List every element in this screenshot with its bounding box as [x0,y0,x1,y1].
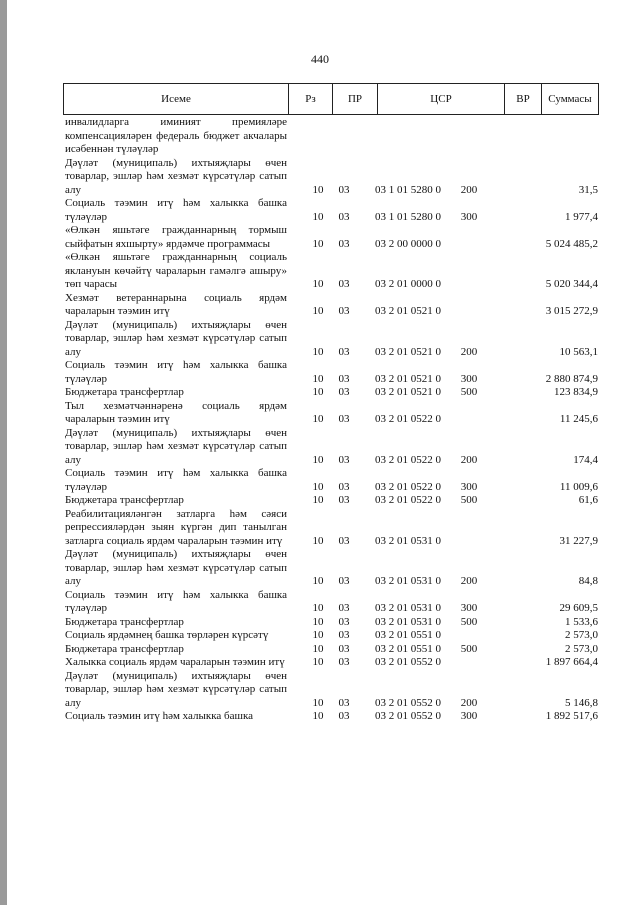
row-sum: 174,4 [573,453,598,466]
row-pr: 03 [338,629,350,641]
row-rz: 10 [312,602,324,614]
row-csr: 03 2 01 0551 0 [375,642,441,655]
row-rz: 10 [312,345,324,358]
table-row [65,359,599,386]
row-csr: 03 2 00 0000 0 [375,237,441,250]
row-pr: 03 [338,210,350,223]
row-csr: 03 2 01 0531 0 [375,534,441,547]
row-name: «Өлкән яшьтәге гражданнарның тормыш сыйфатын яхшырту» ярдәмче программасы [65,224,287,250]
row-name: Социаль тәэмин итү һәм халыкка башка түләүләр [65,359,287,385]
row-vr: 300 [460,210,478,223]
row-name: Тыл хезмәтчәннәренә социаль ярдәм чараларын тәэмин итү [65,399,287,425]
row-pr: 03 [338,480,350,493]
row-rz: 10 [312,656,324,668]
row-vr: 500 [460,494,478,506]
row-rz: 10 [312,237,324,250]
row-csr: 03 2 01 0531 0 [375,575,441,587]
row-sum: 31,5 [578,183,598,196]
row-sum: 1 892 517,6 [545,710,598,722]
row-vr: 300 [460,602,478,614]
row-rz: 10 [312,278,324,290]
row-vr: 500 [460,386,478,398]
row-sum: 61,6 [578,494,598,506]
row-vr: 300 [460,710,478,722]
row-vr: 300 [460,372,478,385]
row-name: Дәүләт (муниципаль) ихтыяҗлары өчен товарлар, эшләр һәм хезмәт күрсәтүләр сатып алу [65,669,287,709]
row-sum: 29 609,5 [559,602,598,614]
table-row [65,508,599,549]
table-body [65,116,599,724]
row-csr: 03 2 01 0521 0 [375,305,441,317]
row-rz: 10 [312,453,324,466]
table-row [65,116,599,157]
row-sum: 2 573,0 [565,642,598,655]
row-csr: 03 2 01 0531 0 [375,602,441,614]
row-pr: 03 [338,453,350,466]
row-pr: 03 [338,656,350,668]
table-row [65,670,599,711]
row-name: Дәүләт (муниципаль) ихтыяҗлары өчен товарлар, эшләр һәм хезмәт күрсәтүләр сатып алу [65,548,287,587]
row-sum: 1 533,6 [565,615,598,628]
row-pr: 03 [338,183,350,196]
row-pr: 03 [338,386,350,398]
table-row [65,251,599,292]
row-sum: 3 015 272,9 [545,305,598,317]
row-sum: 10 563,1 [559,345,598,358]
row-name: Социаль ярдәмнең башка төрләрен күрсәтү [65,629,269,641]
row-vr: 200 [460,696,478,709]
row-csr: 03 2 01 0000 0 [375,278,441,290]
row-name: Реабилитацияләнгән затларга һәм сәяси репрессияләрдән зыян күргән дип танылган затларга социаль ярдәм чараларын тәэмин итү [65,507,287,547]
row-csr: 03 2 01 0522 0 [375,453,441,466]
row-name: Бюджетара трансфертлар [65,615,184,628]
row-sum: 2 573,0 [565,629,598,641]
row-name: Бюджетара трансфертлар [65,386,184,398]
row-rz: 10 [312,629,324,641]
row-pr: 03 [338,696,350,709]
table-row [65,467,599,494]
table-row [65,386,599,400]
row-rz: 10 [312,696,324,709]
row-sum: 5 020 344,4 [545,278,598,290]
row-sum: 5 024 485,2 [545,237,598,250]
row-name: Бюджетара трансфертлар [65,494,184,506]
row-name: «Өлкән яшьтәге гражданнарның социаль яклануын көчәйтү чараларын гамәлгә ашыру» төп чарасы [65,251,287,290]
row-rz: 10 [312,413,324,425]
row-sum: 2 880 874,9 [545,372,598,385]
table-row [65,710,599,724]
table-header [63,83,599,115]
scan-edge [0,0,7,905]
header-rz: Рз [305,93,316,105]
row-csr: 03 2 01 0551 0 [375,629,441,641]
table-row [65,400,599,427]
row-pr: 03 [338,575,350,587]
row-rz: 10 [312,183,324,196]
row-sum: 84,8 [578,575,598,587]
header-name: Исеме [161,93,191,105]
row-rz: 10 [312,494,324,506]
row-pr: 03 [338,642,350,655]
page-number: 440 [311,52,329,66]
row-rz: 10 [312,710,324,722]
row-csr: 03 2 01 0521 0 [375,372,441,385]
row-name: Дәүләт (муниципаль) ихтыяҗлары өчен товарлар, эшләр һәм хезмәт күрсәтүләр сатып алу [65,318,287,358]
row-name: Социаль тәэмин итү һәм халыкка башка түләүләр [65,588,287,614]
row-sum: 11 245,6 [559,413,598,425]
table-row [65,548,599,589]
row-csr: 03 2 01 0521 0 [375,345,441,358]
row-sum: 1 897 664,4 [545,656,598,668]
row-pr: 03 [338,615,350,628]
row-vr: 500 [460,615,478,628]
row-name: Социаль тәэмин итү һәм халыкка башка [65,710,254,722]
row-rz: 10 [312,210,324,223]
header-pr: ПР [347,93,363,105]
row-csr: 03 2 01 0522 0 [375,480,441,493]
row-name: Социаль тәэмин итү һәм халыкка башка түләүләр [65,467,287,493]
row-vr: 200 [460,345,478,358]
table-row [65,319,599,360]
row-name: Дәүләт (муниципаль) ихтыяҗлары өчен товарлар, эшләр һәм хезмәт күрсәтүләр сатып алу [65,156,287,196]
row-vr: 200 [460,453,478,466]
row-name: Социаль тәэмин итү һәм халыкка башка түләүләр [65,197,287,223]
row-sum: 5 146,8 [565,696,598,709]
row-pr: 03 [338,372,350,385]
row-pr: 03 [338,534,350,547]
header-sum: Суммасы [548,93,592,105]
row-rz: 10 [312,534,324,547]
row-sum: 123 834,9 [554,386,598,398]
table-row [65,656,599,670]
row-pr: 03 [338,494,350,506]
table-row [65,589,599,616]
row-rz: 10 [312,372,324,385]
row-vr: 200 [460,575,478,587]
row-csr: 03 2 01 0531 0 [375,615,441,628]
row-name: Халыкка социаль ярдәм чараларын тәэмин итү [65,656,285,668]
table-row [65,292,599,319]
row-vr: 500 [460,642,478,655]
row-pr: 03 [338,345,350,358]
row-rz: 10 [312,615,324,628]
row-csr: 03 2 01 0522 0 [375,494,441,506]
row-vr: 200 [460,183,478,196]
row-csr: 03 1 01 5280 0 [375,210,441,223]
row-pr: 03 [338,710,350,722]
row-vr: 300 [460,480,478,493]
row-csr: 03 1 01 5280 0 [375,183,441,196]
row-name: Хезмәт ветераннарына социаль ярдәм чараларын тәэмин итү [65,291,287,317]
row-rz: 10 [312,575,324,587]
row-rz: 10 [312,305,324,317]
table-row [65,643,599,657]
row-pr: 03 [338,305,350,317]
row-csr: 03 2 01 0552 0 [375,696,441,709]
row-pr: 03 [338,237,350,250]
header-csr: ЦСР [430,93,452,105]
row-csr: 03 2 01 0552 0 [375,710,441,722]
row-csr: 03 2 01 0522 0 [375,413,441,425]
row-sum: 1 977,4 [565,210,598,223]
table-row [65,224,599,251]
table-row [65,629,599,643]
row-pr: 03 [338,602,350,614]
table-row [65,494,599,508]
row-rz: 10 [312,480,324,493]
table-row [65,157,599,198]
row-rz: 10 [312,386,324,398]
table-row [65,616,599,630]
row-pr: 03 [338,413,350,425]
row-sum: 31 227,9 [559,534,598,547]
row-rz: 10 [312,642,324,655]
row-name: инвалидларга иминият премияләре компенсацияләрен федераль бюджет акчалары исәбеннән түләүләр [65,116,287,155]
row-sum: 11 009,6 [559,480,598,493]
table-row [65,427,599,468]
table-row [65,197,599,224]
row-pr: 03 [338,278,350,290]
row-csr: 03 2 01 0552 0 [375,656,441,668]
header-vr: ВР [516,93,530,105]
row-name: Дәүләт (муниципаль) ихтыяҗлары өчен товарлар, эшләр һәм хезмәт күрсәтүләр сатып алу [65,426,287,466]
row-name: Бюджетара трансфертлар [65,642,184,655]
row-csr: 03 2 01 0521 0 [375,386,441,398]
